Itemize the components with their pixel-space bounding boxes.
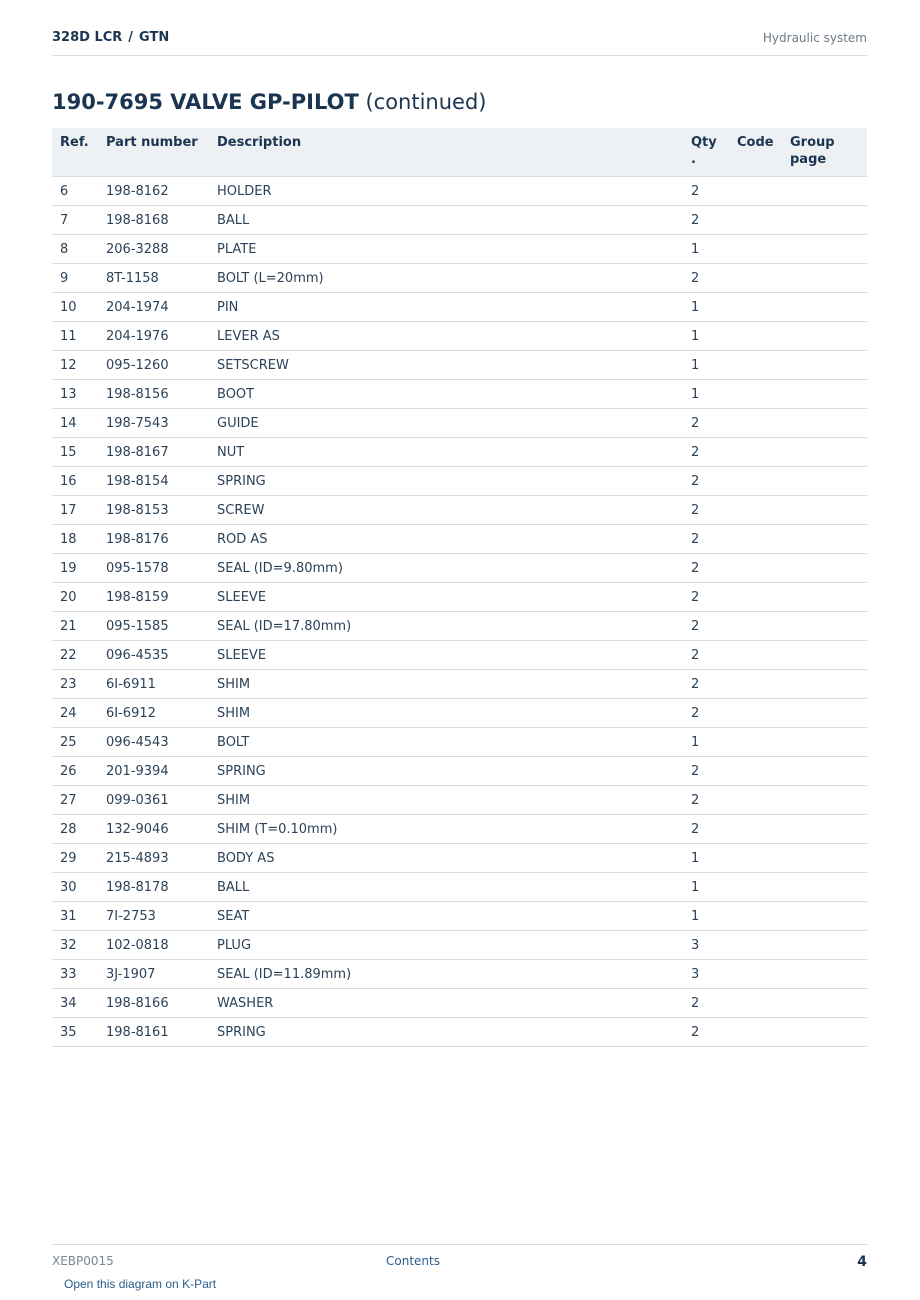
document-id: XEBP0015 <box>52 1254 114 1268</box>
cell-group-page <box>790 786 867 815</box>
cell-group-page <box>790 264 867 293</box>
page-title <box>52 90 487 114</box>
cell-qty: 2 <box>691 438 737 467</box>
cell-code <box>737 786 790 815</box>
cell-code <box>737 177 790 206</box>
cell-qty: 2 <box>691 496 737 525</box>
cell-code <box>737 902 790 931</box>
machine-model <box>52 30 169 45</box>
table-row <box>52 670 867 699</box>
page-footer <box>52 1244 867 1300</box>
header-group-line1: Group <box>790 135 835 150</box>
cell-group-page <box>790 235 867 264</box>
table-row <box>52 931 867 960</box>
cell-ref: 33 <box>52 960 106 989</box>
cell-description: SHIM <box>217 699 691 728</box>
cell-group-page <box>790 844 867 873</box>
cell-part-number: 6I-6912 <box>106 699 217 728</box>
header-qty-line1: Qty <box>691 135 717 150</box>
header-group-line2: page <box>790 152 827 167</box>
cell-group-page <box>790 467 867 496</box>
table-row <box>52 351 867 380</box>
table-row <box>52 728 867 757</box>
cell-qty: 1 <box>691 844 737 873</box>
cell-description: BOLT <box>217 728 691 757</box>
cell-description: PIN <box>217 293 691 322</box>
cell-qty: 1 <box>691 380 737 409</box>
cell-ref: 31 <box>52 902 106 931</box>
cell-ref: 26 <box>52 757 106 786</box>
cell-code <box>737 1018 790 1047</box>
cell-qty: 2 <box>691 525 737 554</box>
cell-group-page <box>790 612 867 641</box>
cell-group-page <box>790 583 867 612</box>
cell-description: BOOT <box>217 380 691 409</box>
cell-description: SETSCREW <box>217 351 691 380</box>
cell-group-page <box>790 525 867 554</box>
cell-part-number: 204-1974 <box>106 293 217 322</box>
serial-prefix: GTN <box>139 30 170 45</box>
section-name: Hydraulic system <box>762 31 867 45</box>
header-group-page <box>790 128 867 177</box>
table-row <box>52 177 867 206</box>
table-row <box>52 554 867 583</box>
cell-part-number: 198-8166 <box>106 989 217 1018</box>
cell-qty: 2 <box>691 409 737 438</box>
cell-ref: 7 <box>52 206 106 235</box>
cell-qty: 2 <box>691 641 737 670</box>
cell-description: SLEEVE <box>217 583 691 612</box>
cell-group-page <box>790 815 867 844</box>
cell-ref: 6 <box>52 177 106 206</box>
cell-part-number: 198-8156 <box>106 380 217 409</box>
cell-code <box>737 380 790 409</box>
cell-qty: 1 <box>691 902 737 931</box>
header-ref: Ref. <box>52 128 106 177</box>
cell-ref: 32 <box>52 931 106 960</box>
cell-ref: 19 <box>52 554 106 583</box>
table-row <box>52 264 867 293</box>
cell-ref: 16 <box>52 467 106 496</box>
cell-ref: 30 <box>52 873 106 902</box>
table-row <box>52 467 867 496</box>
cell-qty: 1 <box>691 351 737 380</box>
model-name: 328D LCR <box>52 30 123 45</box>
cell-code <box>737 989 790 1018</box>
cell-ref: 24 <box>52 699 106 728</box>
cell-group-page <box>790 960 867 989</box>
cell-group-page <box>790 438 867 467</box>
cell-part-number: 206-3288 <box>106 235 217 264</box>
cell-code <box>737 293 790 322</box>
cell-description: SPRING <box>217 1018 691 1047</box>
cell-qty: 2 <box>691 467 737 496</box>
cell-description: BODY AS <box>217 844 691 873</box>
cell-ref: 20 <box>52 583 106 612</box>
cell-ref: 21 <box>52 612 106 641</box>
cell-code <box>737 583 790 612</box>
cell-qty: 2 <box>691 699 737 728</box>
cell-qty: 3 <box>691 960 737 989</box>
header-description: Description <box>217 128 691 177</box>
page-header <box>52 28 867 56</box>
cell-qty: 2 <box>691 989 737 1018</box>
cell-description: SCREW <box>217 496 691 525</box>
cell-ref: 15 <box>52 438 106 467</box>
cell-code <box>737 699 790 728</box>
cell-group-page <box>790 757 867 786</box>
table-header-row <box>52 128 867 177</box>
cell-ref: 25 <box>52 728 106 757</box>
kpart-link[interactable]: Open this diagram on K-Part <box>64 1277 217 1291</box>
cell-ref: 35 <box>52 1018 106 1047</box>
cell-part-number: 132-9046 <box>106 815 217 844</box>
cell-part-number: 198-8178 <box>106 873 217 902</box>
cell-description: SPRING <box>217 467 691 496</box>
cell-ref: 23 <box>52 670 106 699</box>
table-row <box>52 757 867 786</box>
cell-qty: 2 <box>691 206 737 235</box>
cell-group-page <box>790 931 867 960</box>
cell-qty: 2 <box>691 264 737 293</box>
cell-group-page <box>790 873 867 902</box>
cell-qty: 2 <box>691 583 737 612</box>
cell-ref: 14 <box>52 409 106 438</box>
title-suffix: (continued) <box>365 90 487 114</box>
cell-description: SHIM <box>217 670 691 699</box>
cell-description: SHIM <box>217 786 691 815</box>
cell-part-number: 215-4893 <box>106 844 217 873</box>
cell-code <box>737 438 790 467</box>
cell-group-page <box>790 670 867 699</box>
cell-part-number: 096-4543 <box>106 728 217 757</box>
cell-description: BALL <box>217 206 691 235</box>
cell-code <box>737 757 790 786</box>
table-row <box>52 235 867 264</box>
cell-description: NUT <box>217 438 691 467</box>
cell-part-number: 095-1260 <box>106 351 217 380</box>
page-number: 4 <box>857 1254 867 1270</box>
parts-table <box>52 128 867 1047</box>
cell-group-page <box>790 351 867 380</box>
title-main: 190-7695 VALVE GP-PILOT <box>52 90 359 114</box>
cell-part-number: 3J-1907 <box>106 960 217 989</box>
cell-code <box>737 641 790 670</box>
cell-part-number: 198-8168 <box>106 206 217 235</box>
table-row <box>52 409 867 438</box>
cell-ref: 18 <box>52 525 106 554</box>
parts-table-body <box>52 177 867 1047</box>
cell-part-number: 198-8159 <box>106 583 217 612</box>
table-row <box>52 1018 867 1047</box>
cell-description: WASHER <box>217 989 691 1018</box>
table-row <box>52 380 867 409</box>
cell-code <box>737 960 790 989</box>
contents-link[interactable]: Contents <box>386 1254 440 1268</box>
cell-qty: 2 <box>691 554 737 583</box>
cell-part-number: 198-8153 <box>106 496 217 525</box>
cell-part-number: 8T-1158 <box>106 264 217 293</box>
cell-group-page <box>790 1018 867 1047</box>
table-row <box>52 496 867 525</box>
cell-qty: 1 <box>691 873 737 902</box>
table-row <box>52 525 867 554</box>
cell-ref: 28 <box>52 815 106 844</box>
table-row <box>52 641 867 670</box>
cell-part-number: 7I-2753 <box>106 902 217 931</box>
cell-qty: 2 <box>691 177 737 206</box>
table-row <box>52 989 867 1018</box>
header-part-number: Part number <box>106 128 217 177</box>
cell-part-number: 198-8162 <box>106 177 217 206</box>
cell-qty: 2 <box>691 612 737 641</box>
cell-part-number: 198-8161 <box>106 1018 217 1047</box>
table-row <box>52 583 867 612</box>
cell-group-page <box>790 293 867 322</box>
cell-code <box>737 409 790 438</box>
cell-part-number: 198-8154 <box>106 467 217 496</box>
table-row <box>52 206 867 235</box>
cell-ref: 29 <box>52 844 106 873</box>
header-qty <box>691 128 737 177</box>
cell-code <box>737 815 790 844</box>
cell-group-page <box>790 177 867 206</box>
cell-qty: 1 <box>691 322 737 351</box>
cell-part-number: 198-7543 <box>106 409 217 438</box>
cell-ref: 9 <box>52 264 106 293</box>
cell-code <box>737 873 790 902</box>
cell-code <box>737 670 790 699</box>
cell-description: GUIDE <box>217 409 691 438</box>
cell-qty: 2 <box>691 757 737 786</box>
cell-description: PLUG <box>217 931 691 960</box>
model-separator: / <box>128 30 134 45</box>
cell-qty: 3 <box>691 931 737 960</box>
table-row <box>52 293 867 322</box>
table-row <box>52 902 867 931</box>
cell-description: BOLT (L=20mm) <box>217 264 691 293</box>
cell-description: SPRING <box>217 757 691 786</box>
table-row <box>52 699 867 728</box>
cell-group-page <box>790 496 867 525</box>
table-row <box>52 873 867 902</box>
cell-code <box>737 844 790 873</box>
cell-qty: 2 <box>691 1018 737 1047</box>
cell-ref: 27 <box>52 786 106 815</box>
cell-ref: 22 <box>52 641 106 670</box>
cell-code <box>737 264 790 293</box>
cell-part-number: 095-1585 <box>106 612 217 641</box>
table-row <box>52 786 867 815</box>
cell-part-number: 096-4535 <box>106 641 217 670</box>
cell-qty: 2 <box>691 815 737 844</box>
cell-description: HOLDER <box>217 177 691 206</box>
cell-part-number: 099-0361 <box>106 786 217 815</box>
cell-part-number: 102-0818 <box>106 931 217 960</box>
cell-code <box>737 931 790 960</box>
cell-ref: 12 <box>52 351 106 380</box>
cell-code <box>737 728 790 757</box>
cell-description: PLATE <box>217 235 691 264</box>
cell-code <box>737 525 790 554</box>
cell-description: SHIM (T=0.10mm) <box>217 815 691 844</box>
cell-qty: 1 <box>691 728 737 757</box>
cell-group-page <box>790 989 867 1018</box>
table-row <box>52 960 867 989</box>
cell-code <box>737 322 790 351</box>
table-row <box>52 322 867 351</box>
cell-ref: 11 <box>52 322 106 351</box>
cell-part-number: 6I-6911 <box>106 670 217 699</box>
cell-group-page <box>790 641 867 670</box>
cell-part-number: 198-8176 <box>106 525 217 554</box>
cell-group-page <box>790 728 867 757</box>
cell-description: ROD AS <box>217 525 691 554</box>
cell-part-number: 198-8167 <box>106 438 217 467</box>
cell-description: LEVER AS <box>217 322 691 351</box>
cell-group-page <box>790 699 867 728</box>
cell-group-page <box>790 902 867 931</box>
cell-group-page <box>790 380 867 409</box>
cell-code <box>737 496 790 525</box>
cell-part-number: 095-1578 <box>106 554 217 583</box>
cell-code <box>737 351 790 380</box>
cell-description: SEAL (ID=9.80mm) <box>217 554 691 583</box>
cell-part-number: 201-9394 <box>106 757 217 786</box>
cell-group-page <box>790 322 867 351</box>
cell-qty: 1 <box>691 293 737 322</box>
cell-description: BALL <box>217 873 691 902</box>
cell-code <box>737 612 790 641</box>
cell-ref: 17 <box>52 496 106 525</box>
cell-code <box>737 554 790 583</box>
cell-description: SLEEVE <box>217 641 691 670</box>
table-row <box>52 815 867 844</box>
cell-ref: 10 <box>52 293 106 322</box>
cell-description: SEAT <box>217 902 691 931</box>
header-code: Code <box>737 128 790 177</box>
cell-ref: 13 <box>52 380 106 409</box>
cell-qty: 2 <box>691 786 737 815</box>
table-row <box>52 438 867 467</box>
cell-description: SEAL (ID=17.80mm) <box>217 612 691 641</box>
cell-code <box>737 206 790 235</box>
cell-group-page <box>790 554 867 583</box>
cell-part-number: 204-1976 <box>106 322 217 351</box>
table-row <box>52 612 867 641</box>
cell-ref: 8 <box>52 235 106 264</box>
cell-code <box>737 235 790 264</box>
cell-code <box>737 467 790 496</box>
cell-qty: 1 <box>691 235 737 264</box>
cell-group-page <box>790 409 867 438</box>
cell-qty: 2 <box>691 670 737 699</box>
header-qty-line2: . <box>691 152 696 167</box>
cell-group-page <box>790 206 867 235</box>
cell-description: SEAL (ID=11.89mm) <box>217 960 691 989</box>
table-row <box>52 844 867 873</box>
cell-ref: 34 <box>52 989 106 1018</box>
